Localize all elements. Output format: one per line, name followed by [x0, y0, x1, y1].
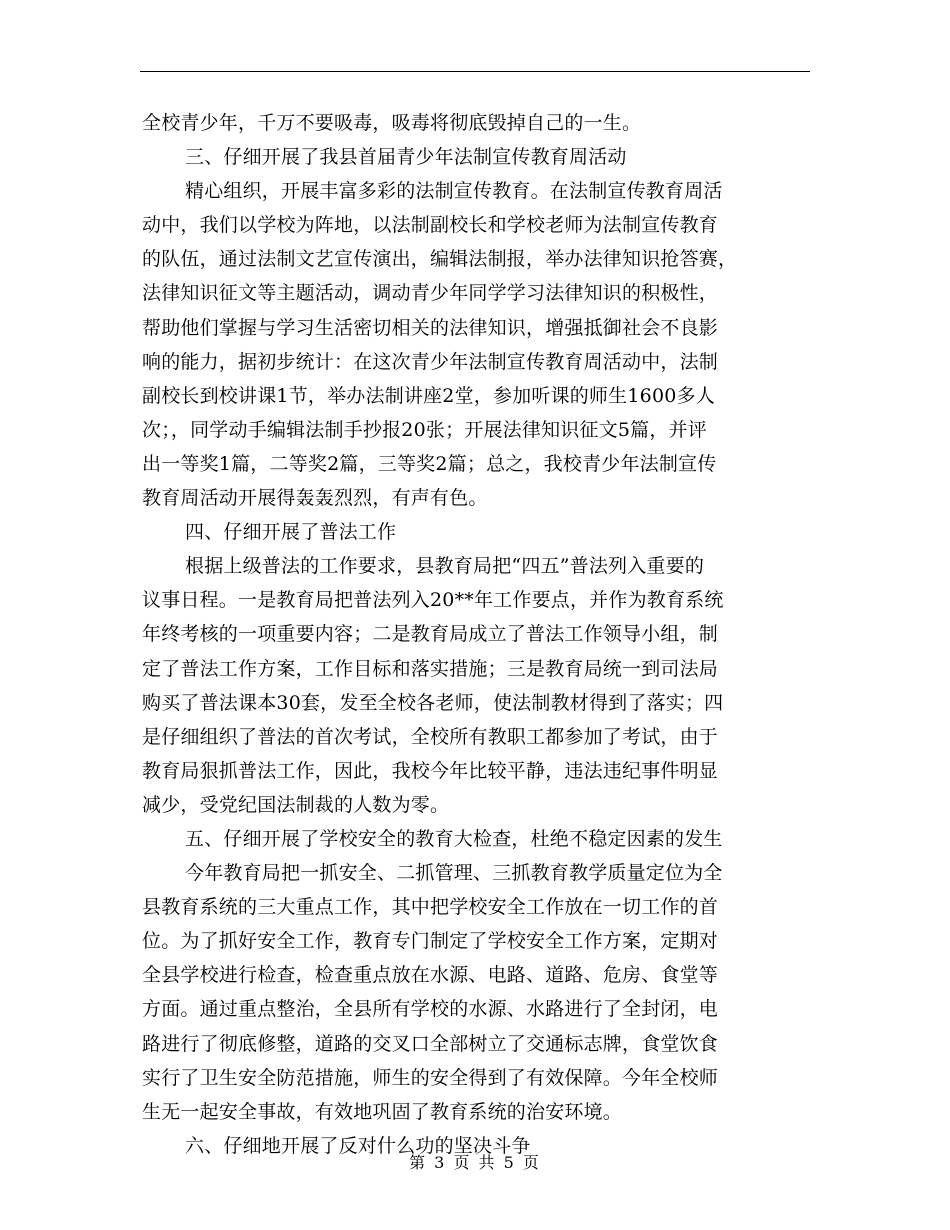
text-line: 定了普法工作方案，工作目标和落实措施；三是教育局统一到司法局: [142, 657, 719, 680]
text-line: 帮助他们掌握与学习生活密切相关的法律知识，增强抵御社会不良影: [142, 316, 719, 339]
text-line: 议事日程。一是教育局把普法列入20**年工作要点，并作为教育系统: [142, 589, 724, 612]
document-body: [142, 106, 810, 1163]
text-line: 方面。通过重点整治，全县所有学校的水源、水路进行了全封闭，电: [142, 998, 719, 1021]
text-line: 法律知识征文等主题活动，调动青少年同学学习法律知识的积极性，: [142, 282, 719, 305]
text-line: 是仔细组织了普法的首次考试，全校所有教职工都参加了考试，由于: [142, 725, 719, 748]
text-line: 四、仔细开展了普法工作: [185, 521, 397, 544]
text-line: 根据上级普法的工作要求，县教育局把“四五”普法列入重要的: [185, 555, 705, 578]
text-line: 位。为了抓好安全工作，教育专门制定了学校安全工作方案，定期对: [142, 930, 719, 953]
text-line: 全校青少年，千万不要吸毒，吸毒将彻底毁掉自己的一生。: [142, 112, 642, 134]
text-line: 教育局狠抓普法工作，因此，我校今年比较平静，违法违纪事件明显: [142, 759, 719, 782]
text-line: 六、仔细地开展了反对什么功的坚决斗争: [185, 1134, 531, 1157]
text-line: 五、仔细开展了学校安全的教育大检查，杜绝不稳定因素的发生: [185, 827, 723, 850]
text-line: 县教育系统的三大重点工作，其中把学校安全工作放在一切工作的首: [142, 896, 719, 919]
text-line: 精心组织，开展丰富多彩的法制宣传教育。在法制宣传教育周活: [185, 180, 723, 203]
text-line: 实行了卫生安全防范措施，师生的安全得到了有效保障。今年全校师: [142, 1066, 719, 1089]
text-line: 的队伍，通过法制文艺宣传演出，编辑法制报，举办法律知识抢答赛，: [142, 248, 738, 271]
text-line: 副校长到校讲课1节，举办法制讲座2堂，参加听课的师生1600多人: [142, 384, 715, 407]
text-line: 减少，受党纪国法制裁的人数为零。: [142, 793, 450, 816]
text-line: 全县学校进行检查，检查重点放在水源、电路、道路、危房、食堂等: [142, 964, 719, 987]
text-line: 路进行了彻底修整，道路的交叉口全部树立了交通标志牌，食堂饮食: [142, 1032, 719, 1055]
header-rule: [140, 71, 810, 72]
text-line: 三、仔细开展了我县首届青少年法制宣传教育周活动: [185, 146, 627, 169]
text-line: 教育周活动开展得轰轰烈烈，有声有色。: [142, 487, 488, 510]
text-line: 出一等奖1篇，二等奖2篇，三等奖2篇；总之，我校青少年法制宣传: [142, 452, 717, 475]
text-line: 购买了普法课本30套，发至全校各老师，使法制教材得到了落实；四: [142, 691, 724, 714]
text-line: 年终考核的一项重要内容；二是教育局成立了普法工作领导小组，制: [142, 623, 719, 646]
text-line: 次；，同学动手编辑法制手抄报20张；开展法律知识征文5篇，并评: [142, 418, 707, 441]
text-line: 今年教育局把一抓安全、二抓管理、三抓教育教学质量定位为全: [185, 862, 723, 885]
page-footer: 第 3 页 共 5 页: [409, 1153, 541, 1172]
text-line: 响的能力，据初步统计：在这次青少年法制宣传教育周活动中，法制: [142, 350, 719, 373]
text-line: 生无一起安全事故，有效地巩固了教育系统的治安环境。: [142, 1100, 623, 1123]
text-line: 动中，我们以学校为阵地，以法制副校长和学校老师为法制宣传教育: [142, 214, 719, 237]
